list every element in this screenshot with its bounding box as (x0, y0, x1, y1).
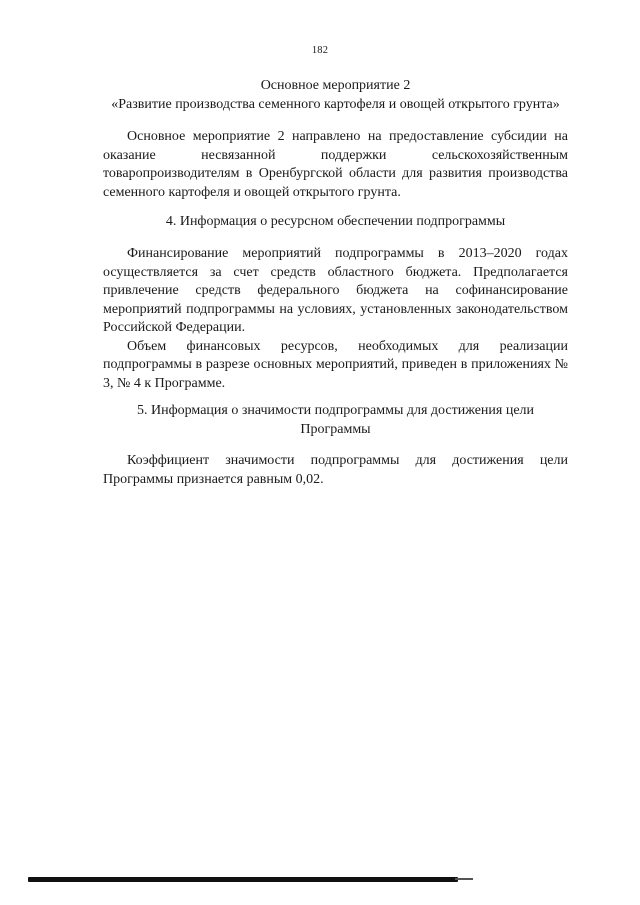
section-5-heading-block (103, 402, 568, 439)
activity-paragraph: Основное мероприятие 2 направлено на предоставление субсидии на оказание несвязанной поддержки сельскохозяйственным товаропроизводителям в Оренбургской области для развития производства семенного картофеля и овощей открытого грунта. (103, 129, 568, 200)
section-5-heading-line-2: Программы (300, 421, 371, 437)
activity-heading-line-1: Основное мероприятие 2 (260, 78, 411, 93)
section-5-heading-line-1: 5. Информация о значимости подпрограммы для достижения цели (136, 403, 535, 418)
activity-heading-line-2: «Развитие производства семенного картофеля и овощей открытого грунта» (111, 96, 560, 112)
section-5-body (103, 452, 568, 489)
section-4-heading-block (103, 213, 568, 232)
activity-heading (103, 77, 568, 114)
scan-edge-line-tail (455, 878, 473, 880)
activity-paragraph-block (103, 128, 568, 202)
section-4-body (103, 245, 568, 393)
page-number: 182 (311, 45, 329, 56)
section-4-heading: 4. Информация о ресурсном обеспечении подпрограммы (165, 214, 506, 229)
scan-edge-line (28, 877, 458, 882)
section-4-paragraph-1: Финансирование мероприятий подпрограммы в 2013–2020 годах осуществляется за счет средств областного бюджета. Предполагается привлечение средств федерального бюджета на софинансирование мероприятий подпрограммы на условиях, установленных законодательством Российской Федерации. (103, 246, 568, 335)
section-4-paragraph-2: Объем финансовых ресурсов, необходимых для реализации подпрограммы в разрезе основных мероприятий, приведен в приложениях № 3, № 4 к Программе. (103, 338, 568, 391)
section-5-paragraph: Коэффициент значимости подпрограммы для достижения цели Программы признается равным 0,02. (103, 453, 568, 487)
